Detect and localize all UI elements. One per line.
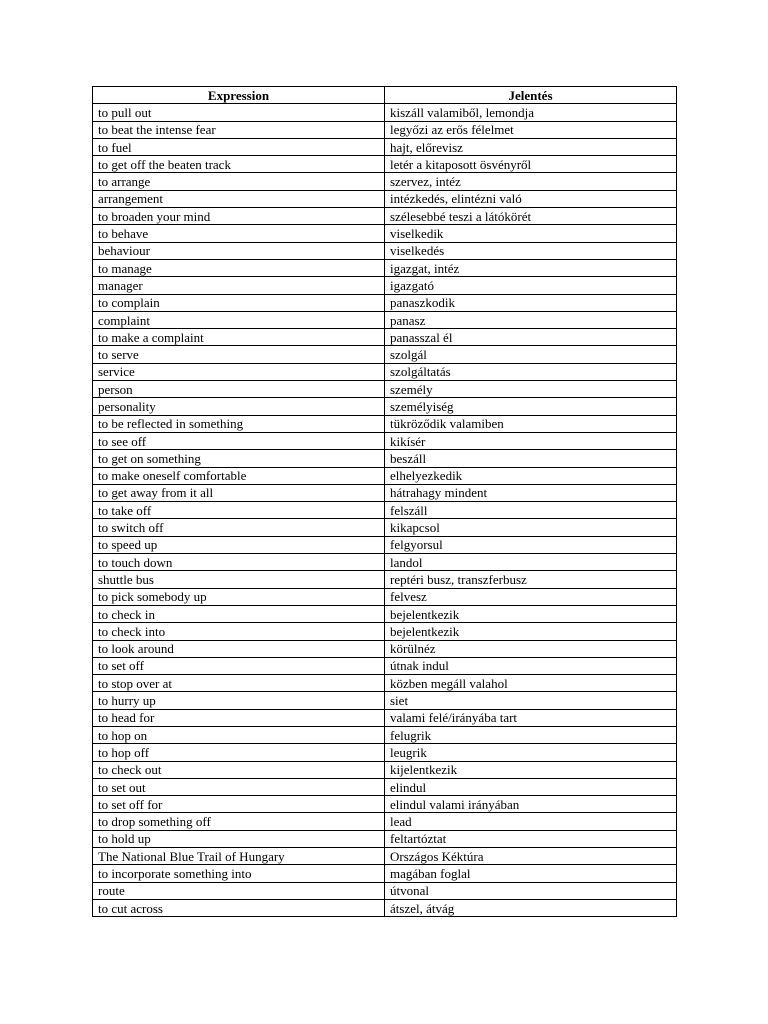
expression-cell: to broaden your mind: [93, 208, 385, 225]
expression-cell: to check into: [93, 623, 385, 640]
table-row: [93, 623, 677, 640]
meaning-cell: szolgál: [385, 346, 677, 363]
expression-cell: person: [93, 381, 385, 398]
expression-cell: to touch down: [93, 554, 385, 571]
table-row: [93, 156, 677, 173]
table-header: [93, 87, 677, 104]
meaning-cell: viselkedik: [385, 225, 677, 242]
expression-cell: to hold up: [93, 830, 385, 847]
table-row: [93, 225, 677, 242]
expression-cell: to get on something: [93, 450, 385, 467]
expression-cell: to switch off: [93, 519, 385, 536]
meaning-cell: igazgat, intéz: [385, 259, 677, 276]
meaning-cell: hajt, előrevisz: [385, 138, 677, 155]
meaning-cell: útnak indul: [385, 657, 677, 674]
expression-cell: to head for: [93, 709, 385, 726]
table-row: [93, 363, 677, 380]
table-row: [93, 536, 677, 553]
expression-cell: arrangement: [93, 190, 385, 207]
meaning-cell: viselkedés: [385, 242, 677, 259]
column-header-expression: Expression: [93, 87, 385, 104]
meaning-cell: magában foglal: [385, 865, 677, 882]
expression-cell: to complain: [93, 294, 385, 311]
table-row: [93, 588, 677, 605]
meaning-cell: elindul valami irányában: [385, 796, 677, 813]
meaning-cell: valami felé/irányába tart: [385, 709, 677, 726]
table-row: [93, 208, 677, 225]
table-row: [93, 173, 677, 190]
meaning-cell: szervez, intéz: [385, 173, 677, 190]
table-row: [93, 467, 677, 484]
expression-cell: to hop off: [93, 744, 385, 761]
meaning-cell: intézkedés, elintézni való: [385, 190, 677, 207]
table-row: [93, 277, 677, 294]
meaning-cell: útvonal: [385, 882, 677, 899]
expression-cell: to be reflected in something: [93, 415, 385, 432]
table-row: [93, 726, 677, 743]
table-row: [93, 848, 677, 865]
meaning-cell: felgyorsul: [385, 536, 677, 553]
meaning-cell: kijelentkezik: [385, 761, 677, 778]
table-row: [93, 259, 677, 276]
table-row: [93, 709, 677, 726]
meaning-cell: hátrahagy mindent: [385, 484, 677, 501]
expression-cell: to behave: [93, 225, 385, 242]
expression-cell: to check out: [93, 761, 385, 778]
table-row: [93, 329, 677, 346]
meaning-cell: siet: [385, 692, 677, 709]
table-row: [93, 865, 677, 882]
table-row: [93, 432, 677, 449]
meaning-cell: panasszal él: [385, 329, 677, 346]
table-row: [93, 882, 677, 899]
table-row: [93, 605, 677, 622]
expression-cell: to hurry up: [93, 692, 385, 709]
expression-cell: to look around: [93, 640, 385, 657]
meaning-cell: reptéri busz, transzferbusz: [385, 571, 677, 588]
table-row: [93, 796, 677, 813]
meaning-cell: landol: [385, 554, 677, 571]
table-row: [93, 675, 677, 692]
expression-cell: manager: [93, 277, 385, 294]
expression-cell: to beat the intense fear: [93, 121, 385, 138]
table-row: [93, 242, 677, 259]
expression-cell: to get off the beaten track: [93, 156, 385, 173]
table-row: [93, 104, 677, 121]
expression-cell: complaint: [93, 311, 385, 328]
expression-cell: to arrange: [93, 173, 385, 190]
table-row: [93, 398, 677, 415]
expression-cell: to incorporate something into: [93, 865, 385, 882]
table-row: [93, 415, 677, 432]
expression-cell: to pull out: [93, 104, 385, 121]
meaning-cell: átszel, átvág: [385, 899, 677, 916]
expression-cell: to stop over at: [93, 675, 385, 692]
meaning-cell: elhelyezkedik: [385, 467, 677, 484]
expression-cell: shuttle bus: [93, 571, 385, 588]
meaning-cell: kiszáll valamiből, lemondja: [385, 104, 677, 121]
table-row: [93, 294, 677, 311]
meaning-cell: letér a kitaposott ösvényről: [385, 156, 677, 173]
meaning-cell: személyiség: [385, 398, 677, 415]
table-row: [93, 554, 677, 571]
table-row: [93, 346, 677, 363]
meaning-cell: tükröződik valamiben: [385, 415, 677, 432]
meaning-cell: feltartóztat: [385, 830, 677, 847]
meaning-cell: beszáll: [385, 450, 677, 467]
table-row: [93, 450, 677, 467]
expression-cell: to hop on: [93, 726, 385, 743]
expression-cell: The National Blue Trail of Hungary: [93, 848, 385, 865]
meaning-cell: legyőzi az erős félelmet: [385, 121, 677, 138]
expression-cell: to check in: [93, 605, 385, 622]
table-row: [93, 640, 677, 657]
meaning-cell: Országos Kéktúra: [385, 848, 677, 865]
table-row: [93, 311, 677, 328]
expression-cell: to make a complaint: [93, 329, 385, 346]
expression-cell: to fuel: [93, 138, 385, 155]
expression-cell: to serve: [93, 346, 385, 363]
expression-cell: to make oneself comfortable: [93, 467, 385, 484]
meaning-cell: leugrik: [385, 744, 677, 761]
expression-cell: to set out: [93, 778, 385, 795]
table-row: [93, 138, 677, 155]
meaning-cell: felszáll: [385, 502, 677, 519]
header-row: [93, 87, 677, 104]
table-row: [93, 899, 677, 916]
meaning-cell: panaszkodik: [385, 294, 677, 311]
expression-cell: route: [93, 882, 385, 899]
expression-cell: to cut across: [93, 899, 385, 916]
meaning-cell: körülnéz: [385, 640, 677, 657]
table-row: [93, 519, 677, 536]
meaning-cell: igazgató: [385, 277, 677, 294]
expression-cell: to pick somebody up: [93, 588, 385, 605]
table-row: [93, 190, 677, 207]
meaning-cell: személy: [385, 381, 677, 398]
meaning-cell: panasz: [385, 311, 677, 328]
expression-cell: to speed up: [93, 536, 385, 553]
table-row: [93, 813, 677, 830]
expression-cell: to get away from it all: [93, 484, 385, 501]
table-row: [93, 502, 677, 519]
table-row: [93, 484, 677, 501]
vocabulary-table: [92, 86, 677, 917]
expression-cell: behaviour: [93, 242, 385, 259]
meaning-cell: bejelentkezik: [385, 605, 677, 622]
expression-cell: to take off: [93, 502, 385, 519]
meaning-cell: elindul: [385, 778, 677, 795]
meaning-cell: felvesz: [385, 588, 677, 605]
meaning-cell: lead: [385, 813, 677, 830]
meaning-cell: kikapcsol: [385, 519, 677, 536]
table-row: [93, 381, 677, 398]
meaning-cell: kikísér: [385, 432, 677, 449]
expression-cell: personality: [93, 398, 385, 415]
table-row: [93, 744, 677, 761]
expression-cell: to manage: [93, 259, 385, 276]
expression-cell: to set off for: [93, 796, 385, 813]
column-header-meaning: Jelentés: [385, 87, 677, 104]
table-row: [93, 778, 677, 795]
meaning-cell: bejelentkezik: [385, 623, 677, 640]
meaning-cell: felugrik: [385, 726, 677, 743]
table-body: [93, 104, 677, 917]
expression-cell: service: [93, 363, 385, 380]
table-row: [93, 761, 677, 778]
table-row: [93, 830, 677, 847]
expression-cell: to drop something off: [93, 813, 385, 830]
expression-cell: to set off: [93, 657, 385, 674]
meaning-cell: közben megáll valahol: [385, 675, 677, 692]
expression-cell: to see off: [93, 432, 385, 449]
meaning-cell: szélesebbé teszi a látókörét: [385, 208, 677, 225]
meaning-cell: szolgáltatás: [385, 363, 677, 380]
table-row: [93, 657, 677, 674]
table-row: [93, 692, 677, 709]
table-row: [93, 571, 677, 588]
table-row: [93, 121, 677, 138]
